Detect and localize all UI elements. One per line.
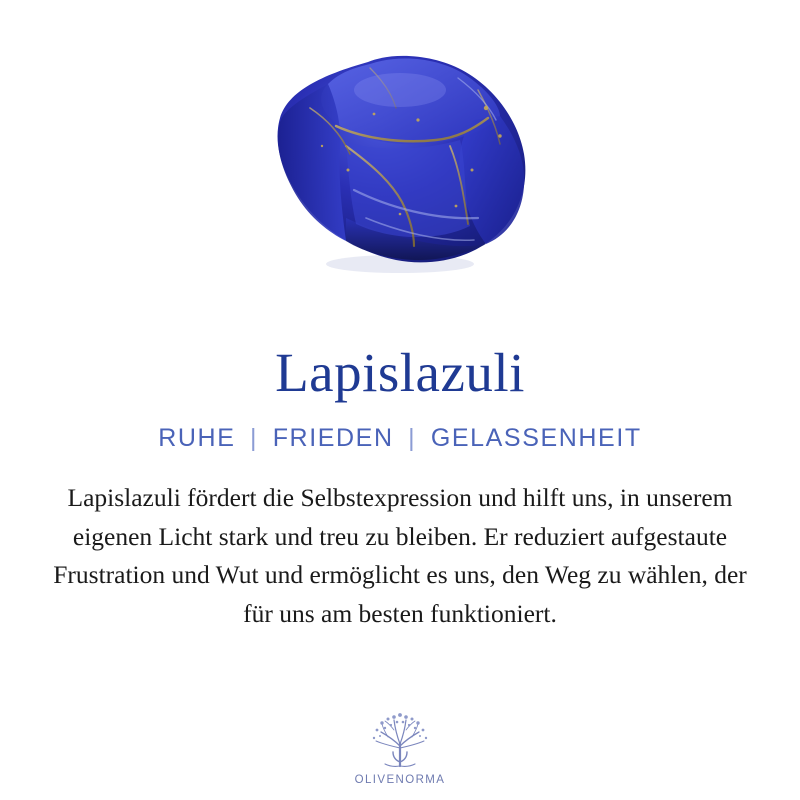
tree-canopy-leaves xyxy=(373,713,427,739)
page-title: Lapislazuli xyxy=(275,342,525,403)
keyword-separator-1: | xyxy=(250,423,259,452)
stone-specular-highlight xyxy=(354,73,446,107)
keyword-1: RUHE xyxy=(158,423,236,452)
lapis-lazuli-stone-image xyxy=(250,50,550,280)
stone-highlight-plane xyxy=(346,140,470,237)
keyword-line xyxy=(158,424,642,453)
keyword-separator-2: | xyxy=(408,423,417,452)
keyword-2: FRIEDEN xyxy=(272,423,394,452)
keyword-3: GELASSENHEIT xyxy=(430,423,642,452)
stone-image-container xyxy=(0,0,800,330)
tree-of-life-icon xyxy=(364,710,436,772)
description-text: Lapislazuli fördert die Selbstexpression und hilft uns, in unserem eigenen Licht stark und treu zu bleiben. Er reduziert aufgestaute Frustration und Wut und ermöglicht es uns, den Weg zu wählen, der für uns am besten funktioniert. xyxy=(53,482,747,628)
brand-footer xyxy=(0,710,800,786)
brand-name: OLIVENORMA xyxy=(354,774,446,786)
